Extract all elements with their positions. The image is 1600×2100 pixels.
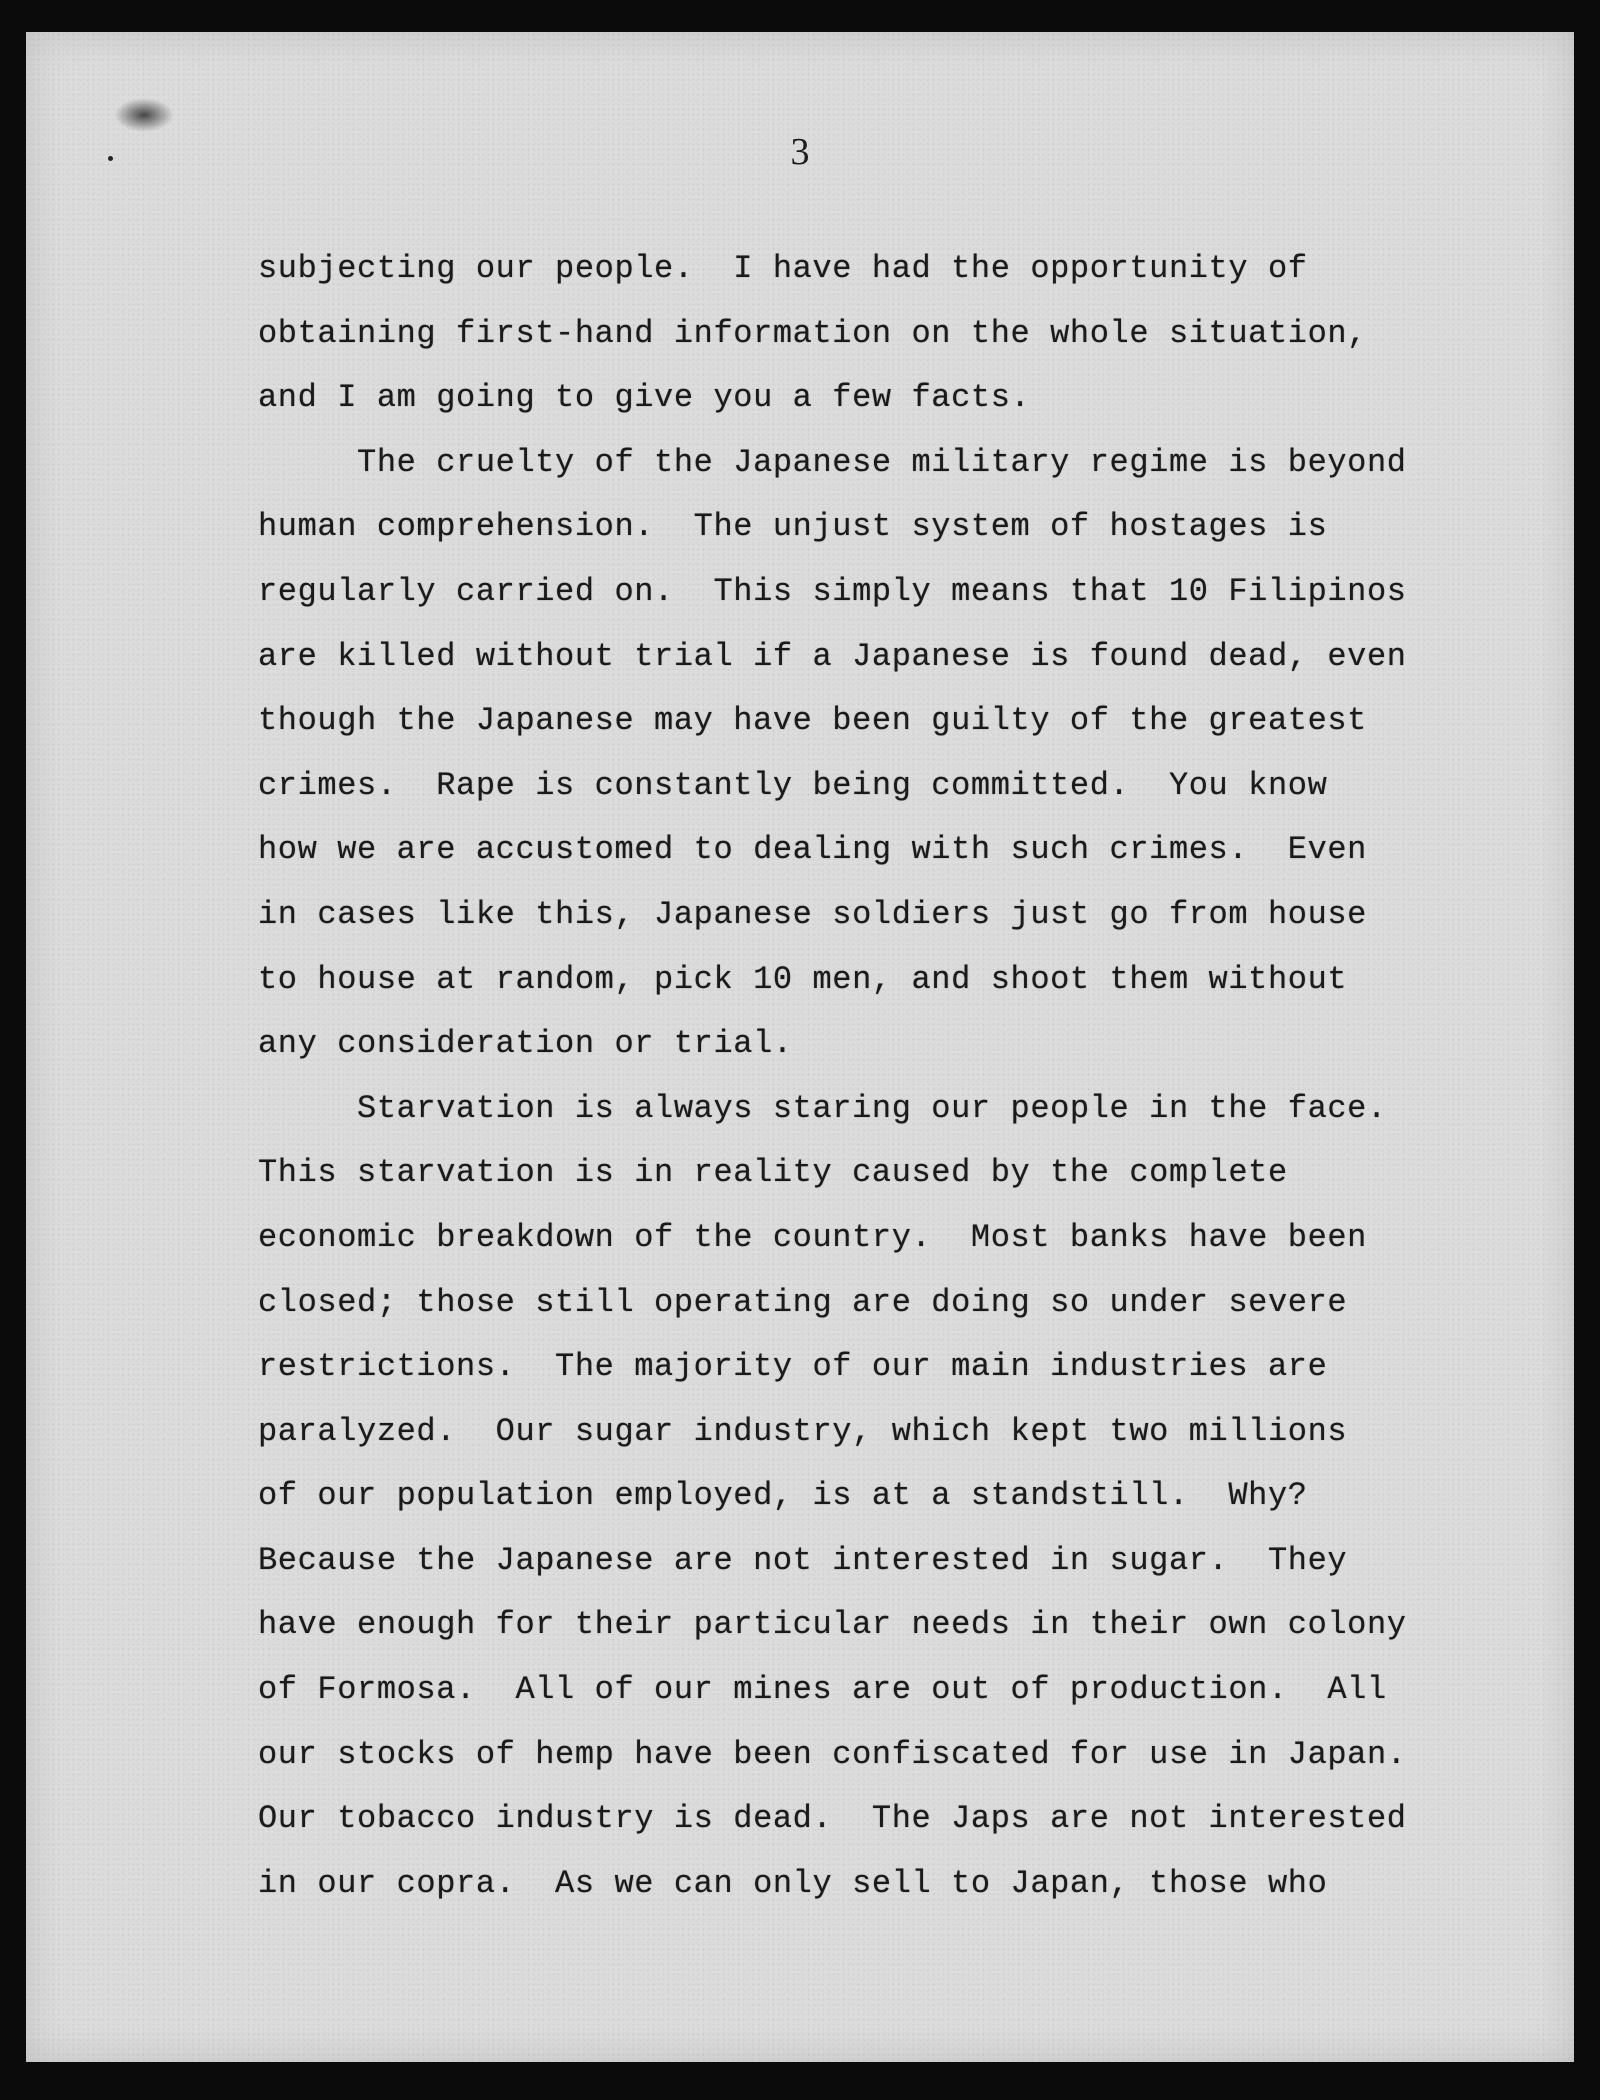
text-line: any consideration or trial. bbox=[258, 1025, 793, 1063]
text-line: paralyzed. Our sugar industry, which kept two millions bbox=[258, 1412, 1348, 1450]
text-line: to house at random, pick 10 men, and shoot them without bbox=[258, 960, 1348, 998]
text-line: and I am going to give you a few facts. bbox=[258, 379, 1031, 417]
text-line: The cruelty of the Japanese military regime is beyond bbox=[258, 443, 1407, 481]
text-line: in cases like this, Japanese soldiers just go from house bbox=[258, 895, 1367, 933]
ink-smudge bbox=[114, 98, 174, 132]
document-page bbox=[26, 32, 1574, 2062]
text-line: of Formosa. All of our mines are out of production. All bbox=[258, 1671, 1387, 1709]
typed-text-body bbox=[258, 237, 1458, 1916]
text-line: how we are accustomed to dealing with such crimes. Even bbox=[258, 831, 1367, 869]
text-line: restrictions. The majority of our main industries are bbox=[258, 1348, 1328, 1386]
text-line: Because the Japanese are not interested in sugar. They bbox=[258, 1541, 1348, 1579]
text-line: obtaining first-hand information on the whole situation, bbox=[258, 314, 1367, 352]
text-line: though the Japanese may have been guilty of the greatest bbox=[258, 702, 1367, 740]
text-line: closed; those still operating are doing so under severe bbox=[258, 1283, 1348, 1321]
text-line: This starvation is in reality caused by the complete bbox=[258, 1154, 1288, 1192]
page-number: 3 bbox=[790, 131, 810, 173]
text-line: of our population employed, is at a standstill. Why? bbox=[258, 1477, 1308, 1515]
text-line: Our tobacco industry is dead. The Japs are not interested bbox=[258, 1800, 1407, 1838]
text-line: our stocks of hemp have been confiscated for use in Japan. bbox=[258, 1735, 1407, 1773]
text-line: subjecting our people. I have had the opportunity of bbox=[258, 250, 1308, 287]
text-line: are killed without trial if a Japanese is found dead, even bbox=[258, 637, 1407, 675]
text-line: Starvation is always staring our people in the face. bbox=[258, 1089, 1387, 1127]
text-line: regularly carried on. This simply means that 10 Filipinos bbox=[258, 572, 1407, 610]
text-line: crimes. Rape is constantly being committed. You know bbox=[258, 766, 1328, 804]
text-line: have enough for their particular needs in their own colony bbox=[258, 1606, 1407, 1644]
text-line: in our copra. As we can only sell to Japan, those who bbox=[258, 1864, 1328, 1902]
text-line: economic breakdown of the country. Most banks have been bbox=[258, 1218, 1367, 1256]
text-line: human comprehension. The unjust system of hostages is bbox=[258, 508, 1328, 546]
